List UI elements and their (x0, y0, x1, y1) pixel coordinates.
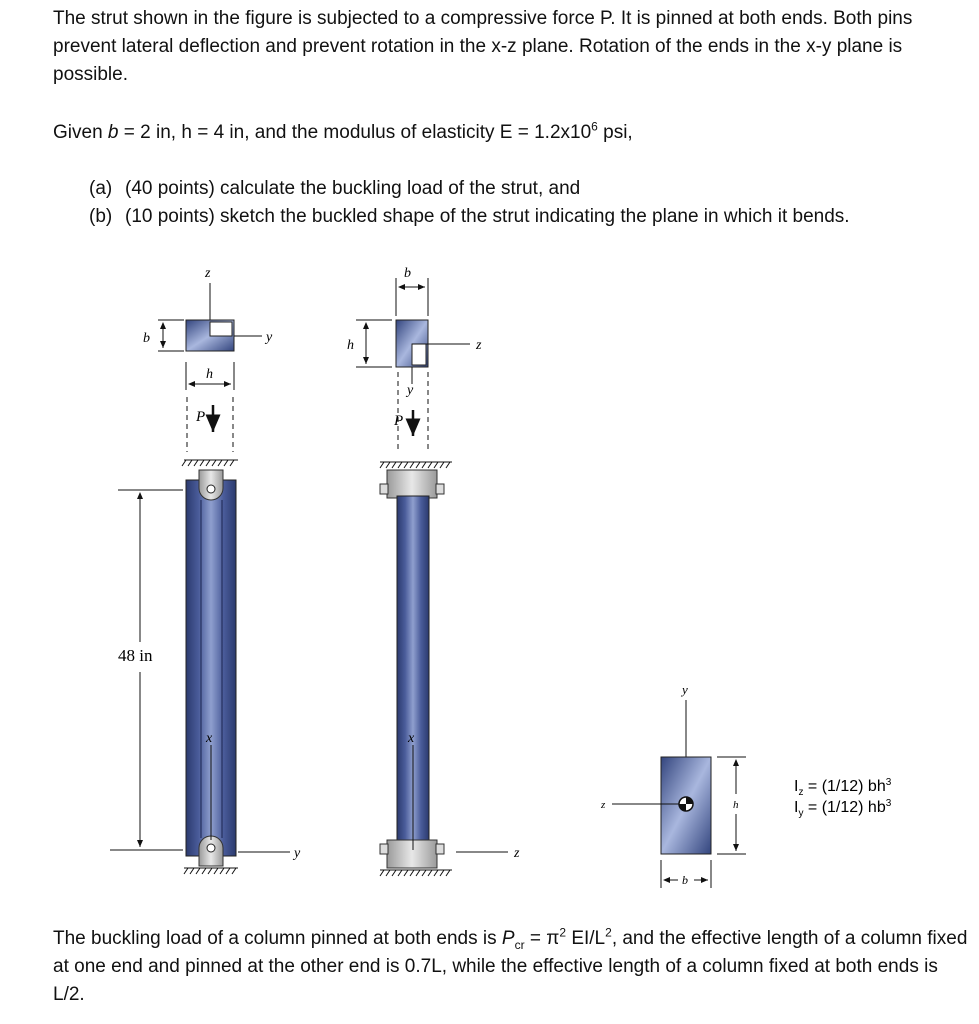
left-b-label: b (143, 331, 150, 346)
iy-sub: y (798, 808, 804, 819)
footer-note (53, 925, 968, 1009)
left-h-label: h (206, 367, 213, 382)
question-a-text: (40 points) calculate the buckling load of the strut, and (125, 178, 581, 199)
problem-intro: The strut shown in the figure is subjected to a compressive force P. It is pinned at both ends. Both pins prevent lateral deflection and prevent rotation in the x-z plane. Rotation of the ends in the x-y plane is possible. (53, 8, 913, 85)
left-bottom-y-label: y (294, 846, 301, 861)
given-exponent: 6 (591, 119, 598, 134)
right-column-group (347, 266, 520, 876)
right-b-label: b (404, 266, 411, 281)
iy-expr: = (1/12) hb (803, 799, 886, 816)
given-lead: Given (53, 122, 103, 143)
footer-t2: = π (524, 928, 560, 949)
iz-sub: z (798, 787, 804, 798)
footer-sq1: 2 (559, 925, 567, 940)
iz-i: I (794, 778, 799, 795)
right-x-label: x (408, 731, 415, 746)
question-b-text: (10 points) sketch the buckled shape of the strut indicating the plane in which it bends. (125, 206, 850, 227)
left-top-y-label: y (266, 330, 273, 345)
footer-p: P (501, 928, 515, 949)
iz-expr: = (1/12) bh (803, 778, 886, 795)
centroid-marker (679, 797, 693, 811)
length-label: 48 in (118, 646, 153, 665)
right-p-label: P (394, 413, 404, 429)
left-column-group (110, 266, 301, 874)
section-b-label: b (682, 873, 688, 887)
cross-section-group (600, 682, 892, 888)
left-top-z-label: z (205, 266, 211, 281)
section-z-label: z (601, 799, 606, 811)
iz-exp: 3 (885, 777, 892, 788)
given-values: = 2 in, h = 4 in, and the modulus of elasticity E = 1.2x10 (118, 122, 592, 143)
iz-formula (794, 777, 892, 798)
footer-t3: EI/L (566, 928, 606, 949)
footer-t1: The buckling load of a column pinned at both ends is (53, 928, 502, 949)
footer-sq2: 2 (605, 925, 612, 940)
left-x-label: x (206, 731, 213, 746)
section-h-label: h (733, 799, 739, 811)
given-tail: psi, (597, 122, 633, 143)
left-p-label: P (196, 409, 206, 425)
question-a-label: (a) (89, 178, 113, 199)
right-top-y-label: y (407, 383, 414, 398)
iy-formula (794, 798, 892, 819)
right-h-label: h (347, 338, 354, 353)
footer-t4: , and the effective length of a column fixed at one end and pinned at the other end is 0.7L, while the effective length of a column fixed at both ends is L/2. (53, 928, 968, 1005)
iy-i: I (794, 799, 799, 816)
question-b-label: (b) (89, 206, 113, 227)
section-y-label: y (682, 682, 688, 697)
footer-cr: cr (514, 937, 525, 952)
iy-exp: 3 (885, 798, 892, 809)
right-top-z-label: z (476, 338, 482, 353)
given-b-var: b (107, 122, 119, 143)
right-bottom-z-label: z (514, 846, 520, 861)
